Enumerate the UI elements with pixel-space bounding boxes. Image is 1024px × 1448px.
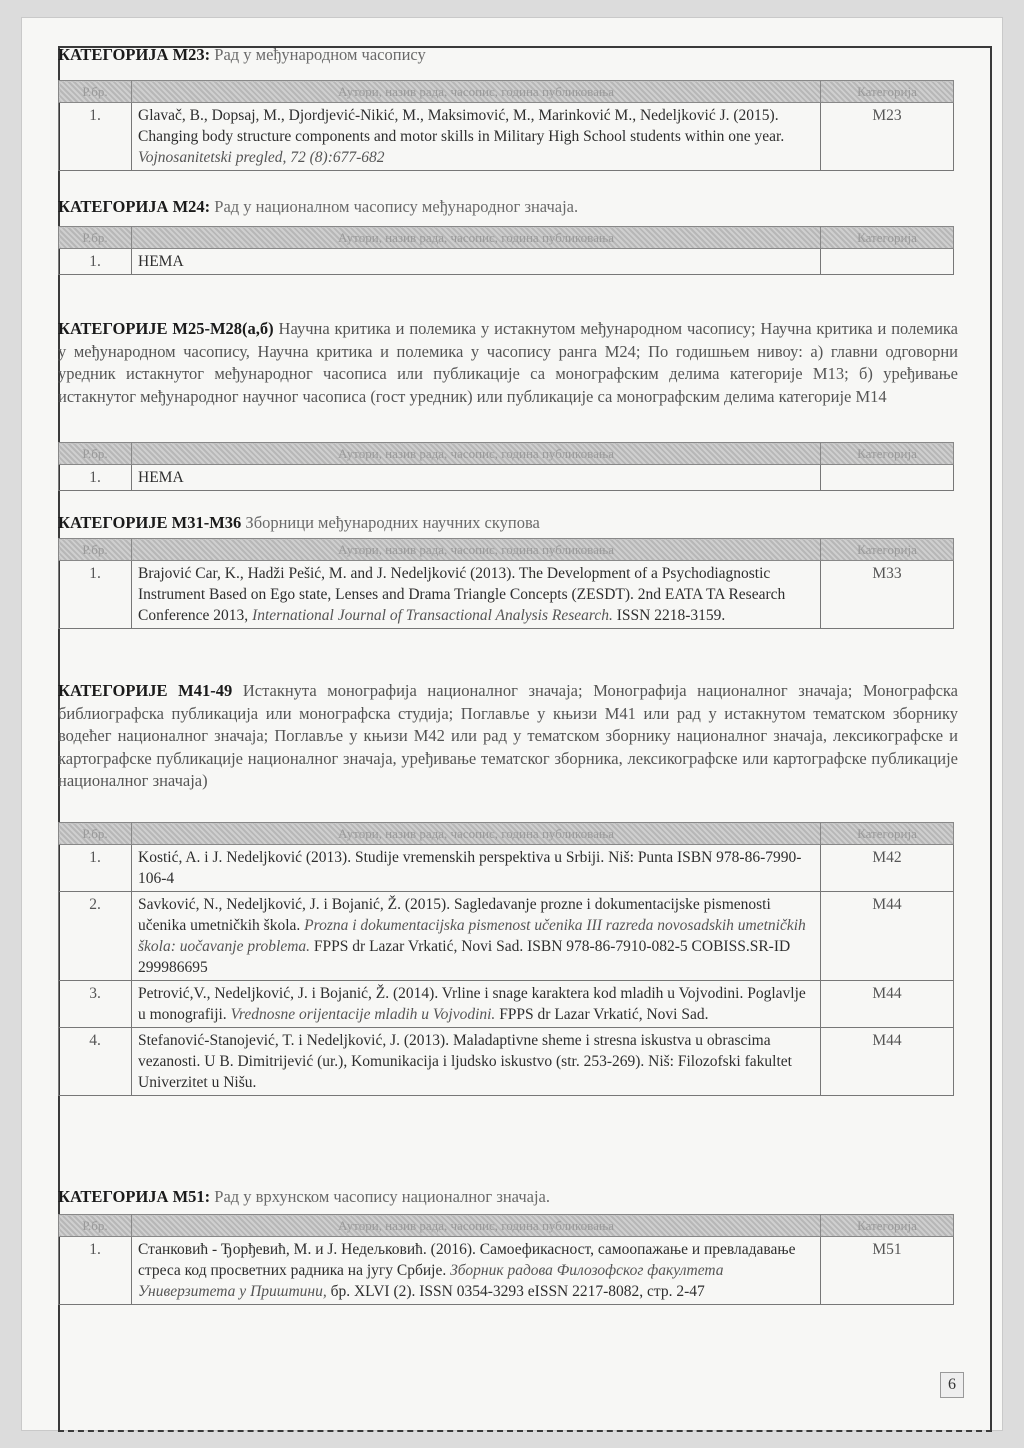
table-m23 [58,80,954,171]
row-number: 4. [59,1028,132,1096]
table-row [59,1237,954,1305]
col-no-header: Р.бр. [59,1215,132,1237]
section-description: Рад у међународном часопису [214,45,426,64]
citation-journal: Vrednosne orijentacije mladih u Vojvodini. [230,1006,496,1023]
citation-text: Petrović,V., Nedeljković, J. i Bojanić, Ž. (2014). Vrline i snage karaktera kod mladih u Vojvodini. Poglavlje u monografiji. [138,985,806,1023]
row-number: 1. [59,465,132,491]
col-cat-header: Категорија [821,443,954,465]
table-m51 [58,1214,954,1305]
row-category: M42 [821,845,954,892]
section-m41-paragraph [58,680,958,793]
table-m41 [58,822,954,1096]
row-number: 1. [59,561,132,629]
col-cat-header: Категорија [821,1215,954,1237]
citation-journal: Prozna i dokumentacijska pismenost učenika III razreda novosadskih umetničkih škola: uočavanje problema. [138,917,806,955]
col-pub-header: Аутори, назив рада, часопис, година публиковања [132,823,821,845]
col-cat-header: Категорија [821,823,954,845]
col-no-header: Р.бр. [59,227,132,249]
row-text: Kostić, A. i J. Nedeljković (2013). Studije vremenskih perspektiva u Srbiji. Niš: Punta ISBN 978-86-7990-106-4 [132,845,821,892]
col-no-header: Р.бр. [59,443,132,465]
col-cat-header: Категорија [821,227,954,249]
table-m31 [58,538,954,629]
citation-journal: International Journal of Transactional Analysis Research. [252,607,613,624]
row-text: НЕМА [132,249,821,275]
section-description: Зборници међународних научних скупова [245,513,540,532]
section-m25-paragraph [58,318,958,408]
row-category: M23 [821,103,954,171]
row-number: 3. [59,981,132,1028]
page-number: 6 [940,1372,964,1398]
citation-tail: FPPS dr Lazar Vrkatić, Novi Sad. [499,1006,709,1023]
section-code: КАТЕГОРИЈЕ М25-М28(а,б) [58,319,274,338]
table-row [59,465,954,491]
section-m23-title [58,44,958,66]
section-code: КАТЕГОРИЈА М51: [58,1187,211,1206]
col-cat-header: Категорија [821,539,954,561]
table-row [59,845,954,892]
row-text [132,103,821,171]
col-pub-header: Аутори, назив рада, часопис, година публиковања [132,227,821,249]
table-row [59,1028,954,1096]
section-description: Рад у националном часопису међународног значаја. [214,197,579,216]
section-description: Научна критика и полемика у истакнутом међународном часопису; Научна критика и полемика у међународном часопису, Научна критика и полемика у часопису ранга М24; По годишњем нивоу: а) главни одговорни уредник истакнутог међународног часописа или публикације са монографским делима категорије М13; б) уређивање истакнутог међународног научног часописа (гост уредник) или публикације са монографским делима категорије М14 [58,319,958,406]
section-code: КАТЕГОРИЈЕ М31-М36 [58,513,242,532]
table-row [59,981,954,1028]
col-no-header: Р.бр. [59,81,132,103]
col-pub-header: Аутори, назив рада, часопис, година публиковања [132,81,821,103]
section-description: Истакнута монографија националног значаја; Монографија националног значаја; Монографска библиографска публикација или монографска студија; Поглавље у књизи М41 или рад у истакнутом тематском зборнику водећег националног значаја; Поглавље у књизи М42 или рад у тематском зборнику националног значаја, лексикографске и картографске публикације националног значаја, уређивање тематског зборника, лексикографске или картографске публикације националног значаја) [58,681,959,790]
row-category: M44 [821,981,954,1028]
col-pub-header: Аутори, назив рада, часопис, година публиковања [132,539,821,561]
row-text: Stefanović-Stanojević, T. i Nedeljković, J. (2013). Maladaptivne sheme i stresna iskustva u obrascima vezanosti. U B. Dimitrijević (ur.), Komunikacija i ljudsko iskustvo (str. 253-269). Niš: Filozofski fakultet Univerzitet u Nišu. [132,1028,821,1096]
section-m31-title [58,512,958,534]
section-m24-title [58,196,958,218]
col-no-header: Р.бр. [59,539,132,561]
section-code: КАТЕГОРИЈЕ М41-49 [58,681,233,700]
col-no-header: Р.бр. [59,823,132,845]
row-number: 1. [59,103,132,171]
table-m25 [58,442,954,491]
col-cat-header: Категорија [821,81,954,103]
citation-tail: ISSN 2218-3159. [616,607,726,624]
row-category [821,465,954,491]
table-row [59,561,954,629]
row-number: 1. [59,1237,132,1305]
row-text [132,561,821,629]
citation-text: Savković, N., Nedeljković, J. i Bojanić, Ž. (2015). Sagledavanje prozne i dokumentacijske pismenosti učenika umetničkih škola. [138,896,771,934]
citation-text: Glavač, B., Dopsaj, M., Djordjević-Nikić, M., Maksimović, M., Marinković M., Nedeljković J. (2015). Changing body structure components and motor skills in Military High School students within one year. [138,107,785,145]
section-code: КАТЕГОРИЈА М23: [58,45,211,64]
table-row [59,103,954,171]
row-number: 2. [59,892,132,981]
col-pub-header: Аутори, назив рада, часопис, година публиковања [132,1215,821,1237]
row-number: 1. [59,845,132,892]
citation-text: Станковић - Ђорђевић, М. и Ј. Недељковић. (2016). Самоефикасност, самоопажање и превладавање стреса код просветних радника на југу Србије. [138,1241,796,1279]
table-row [59,892,954,981]
citation-tail: бр. XLVI (2). ISSN 0354-3293 eISSN 2217-8082, стр. 2-47 [330,1283,705,1300]
row-text [132,892,821,981]
section-description: Рад у врхунском часопису националног значаја. [214,1187,550,1206]
citation-journal: Зборник радова Филозофског факултета Универзитета у Приштини, [138,1262,724,1300]
table-m24 [58,226,954,275]
row-number: 1. [59,249,132,275]
row-category: M44 [821,1028,954,1096]
citation-journal: Vojnosanitetski pregled, 72 (8):677-682 [138,149,385,166]
citation-tail: FPPS dr Lazar Vrkatić, Novi Sad. ISBN 978-86-7910-082-5 COBISS.SR-ID 299986695 [138,938,791,976]
table-row [59,249,954,275]
section-code: КАТЕГОРИЈА М24: [58,197,211,216]
row-text [132,1237,821,1305]
section-m51-title [58,1186,958,1208]
row-text [132,981,821,1028]
row-text: НЕМА [132,465,821,491]
row-category: M44 [821,892,954,981]
col-pub-header: Аутори, назив рада, часопис, година публиковања [132,443,821,465]
citation-text: Brajović Car, K., Hadži Pešić, M. and J. Nedeljković (2013). The Development of a Psychodiagnostic Instrument Based on Ego state, Lenses and Drama Triangle Concepts (ZESDT). 2nd EATA TA Research Conference 2013, [138,565,786,624]
row-category [821,249,954,275]
row-category: M51 [821,1237,954,1305]
row-category: M33 [821,561,954,629]
